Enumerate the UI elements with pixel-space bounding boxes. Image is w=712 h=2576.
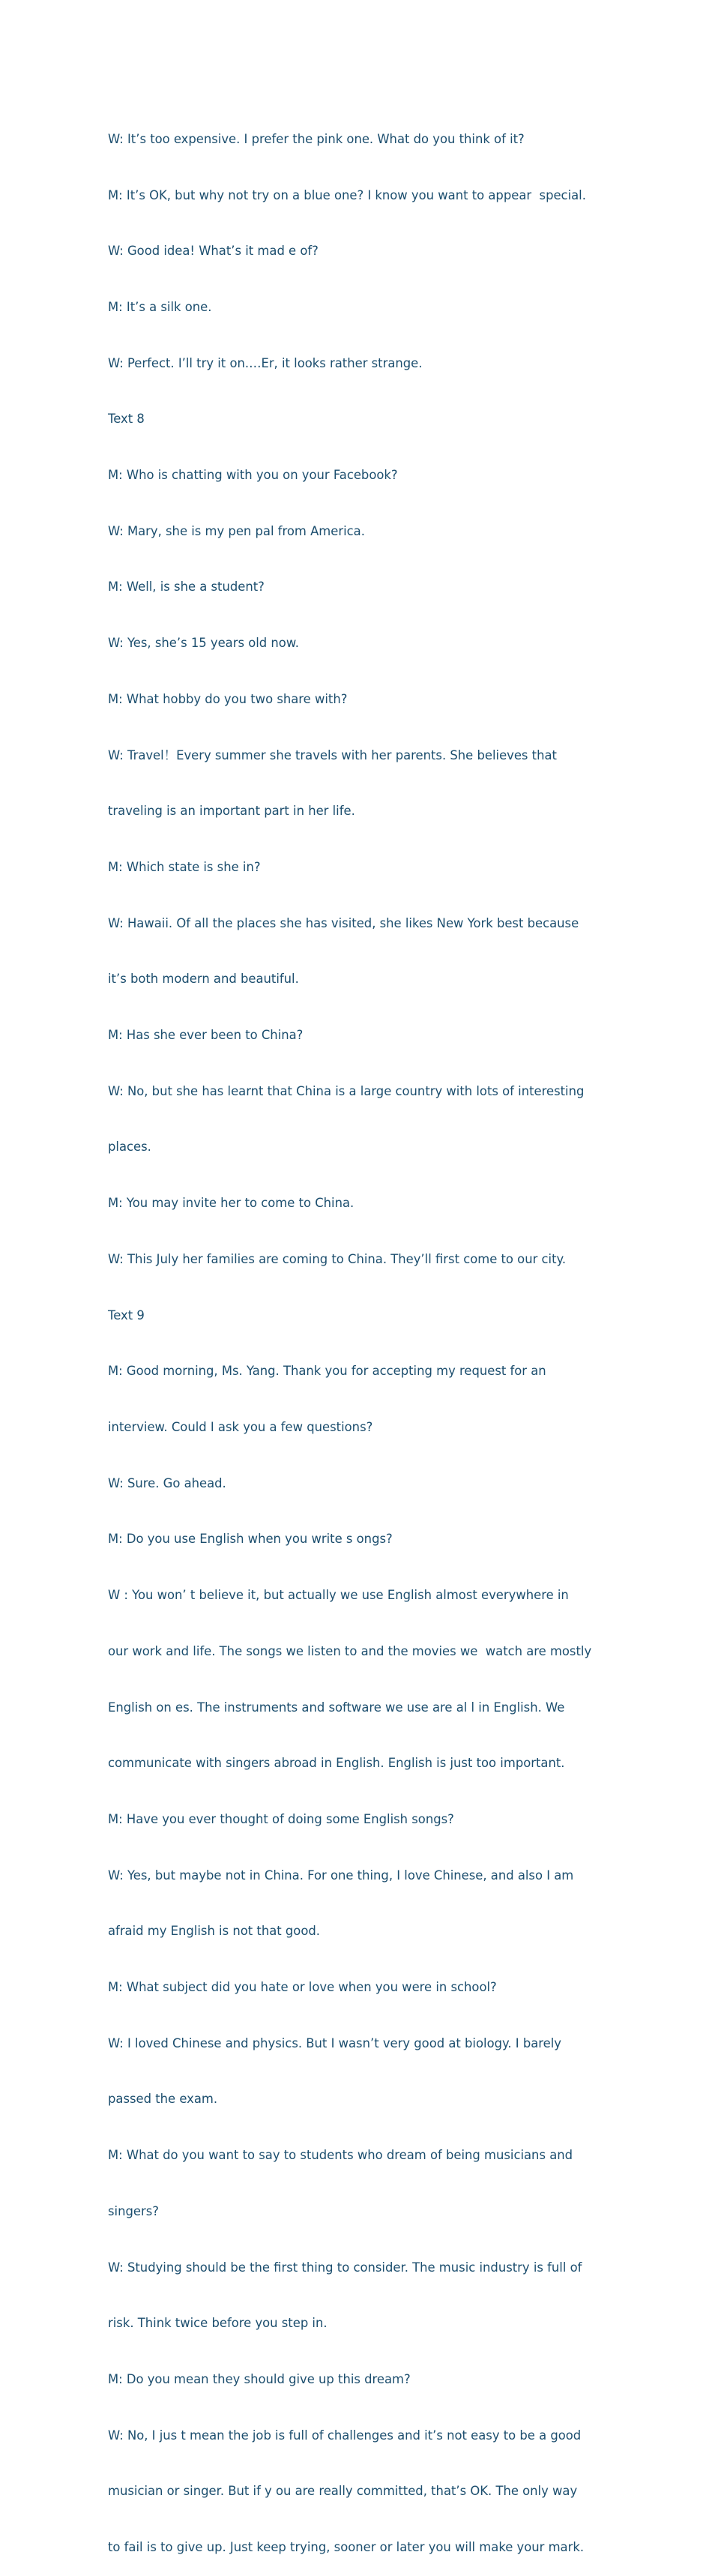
text-line: W: Yes, she’s 15 years old now. xyxy=(108,636,299,651)
text-line: risk. Think twice before you step in. xyxy=(108,2316,328,2331)
text-line: M: It’s OK, but why not try on a blue one? I know you want to appear special. xyxy=(108,187,586,202)
text-line: W: Good idea! What’s it mad e of? xyxy=(108,244,319,259)
text-line: W: Perfect. I’ll try it on.…Er, it looks rather strange. xyxy=(108,355,423,370)
text-line: W: Hawaii. Of all the places she has visited, she likes New York best because xyxy=(108,915,579,930)
text-line: W: Sure. Go ahead. xyxy=(108,1475,226,1490)
text-line: our work and life. The songs we listen to and the movies we watch are mostly xyxy=(108,1643,592,1658)
text-line: W: Mary, she is my pen pal from America. xyxy=(108,523,365,538)
text-line: M: Do you mean they should give up this dream? xyxy=(108,2371,411,2386)
text-line: W: Travel！Every summer she travels with her parents. She believes that xyxy=(108,747,557,762)
text-line: passed the exam. xyxy=(108,2092,218,2107)
text-line: places. xyxy=(108,1140,151,1155)
text-line: W: No, I jus t mean the job is full of challenges and it’s not easy to be a good xyxy=(108,2428,582,2443)
text-line: M: You may invite her to come to China. xyxy=(108,1196,355,1211)
text-line: W: I loved Chinese and physics. But I wasn’t very good at biology. I barely xyxy=(108,2035,561,2050)
document-page xyxy=(108,93,612,2576)
text-line: afraid my English is not that good. xyxy=(108,1924,320,1939)
text-line: W: It’s too expensive. I prefer the pink one. What do you think of it? xyxy=(108,131,525,146)
text-line: traveling is an important part in her life. xyxy=(108,804,355,819)
text-line: M: Which state is she in? xyxy=(108,859,261,874)
text-line: to fail is to give up. Just keep trying, sooner or later you will make your mark. xyxy=(108,2540,585,2555)
text-line: W: Studying should be the first thing to consider. The music industry is full of xyxy=(108,2260,582,2275)
text-line: M: Who is chatting with you on your Facebook? xyxy=(108,468,398,483)
text-line: interview. Could I ask you a few questions? xyxy=(108,1419,373,1434)
text-line: singers? xyxy=(108,2203,159,2218)
text-line: W : You won’ t believe it, but actually we use English almost everywhere in xyxy=(108,1588,569,1603)
section-heading: Text 9 xyxy=(108,1307,145,1322)
text-line: it’s both modern and beautiful. xyxy=(108,972,299,987)
text-line: musician or singer. But if y ou are really committed, that’s OK. The only way xyxy=(108,2484,578,2499)
text-line: M: What do you want to say to students who dream of being musicians and xyxy=(108,2148,573,2163)
text-line: M: Well, is she a student? xyxy=(108,580,265,595)
text-line: W: No, but she has learnt that China is a large country with lots of interesting xyxy=(108,1083,585,1098)
text-line: communicate with singers abroad in English. English is just too important. xyxy=(108,1756,565,1771)
text-line: M: Good morning, Ms. Yang. Thank you for accepting my request for an xyxy=(108,1364,546,1379)
text-line: M: Have you ever thought of doing some English songs? xyxy=(108,1811,454,1826)
text-line: W: Yes, but maybe not in China. For one thing, I love Chinese, and also I am xyxy=(108,1868,574,1883)
text-line: M: Has she ever been to China? xyxy=(108,1028,304,1043)
text-line: M: What hobby do you two share with? xyxy=(108,691,348,706)
text-line: M: What subject did you hate or love when you were in school? xyxy=(108,1980,497,1995)
text-line: M: It’s a silk one. xyxy=(108,299,212,314)
text-line: English on es. The instruments and software we use are al l in English. We xyxy=(108,1700,565,1715)
text-line: M: Do you use English when you write s ongs? xyxy=(108,1532,393,1547)
section-heading: Text 8 xyxy=(108,412,145,427)
text-line: W: This July her families are coming to China. They’ll first come to our city. xyxy=(108,1251,567,1266)
